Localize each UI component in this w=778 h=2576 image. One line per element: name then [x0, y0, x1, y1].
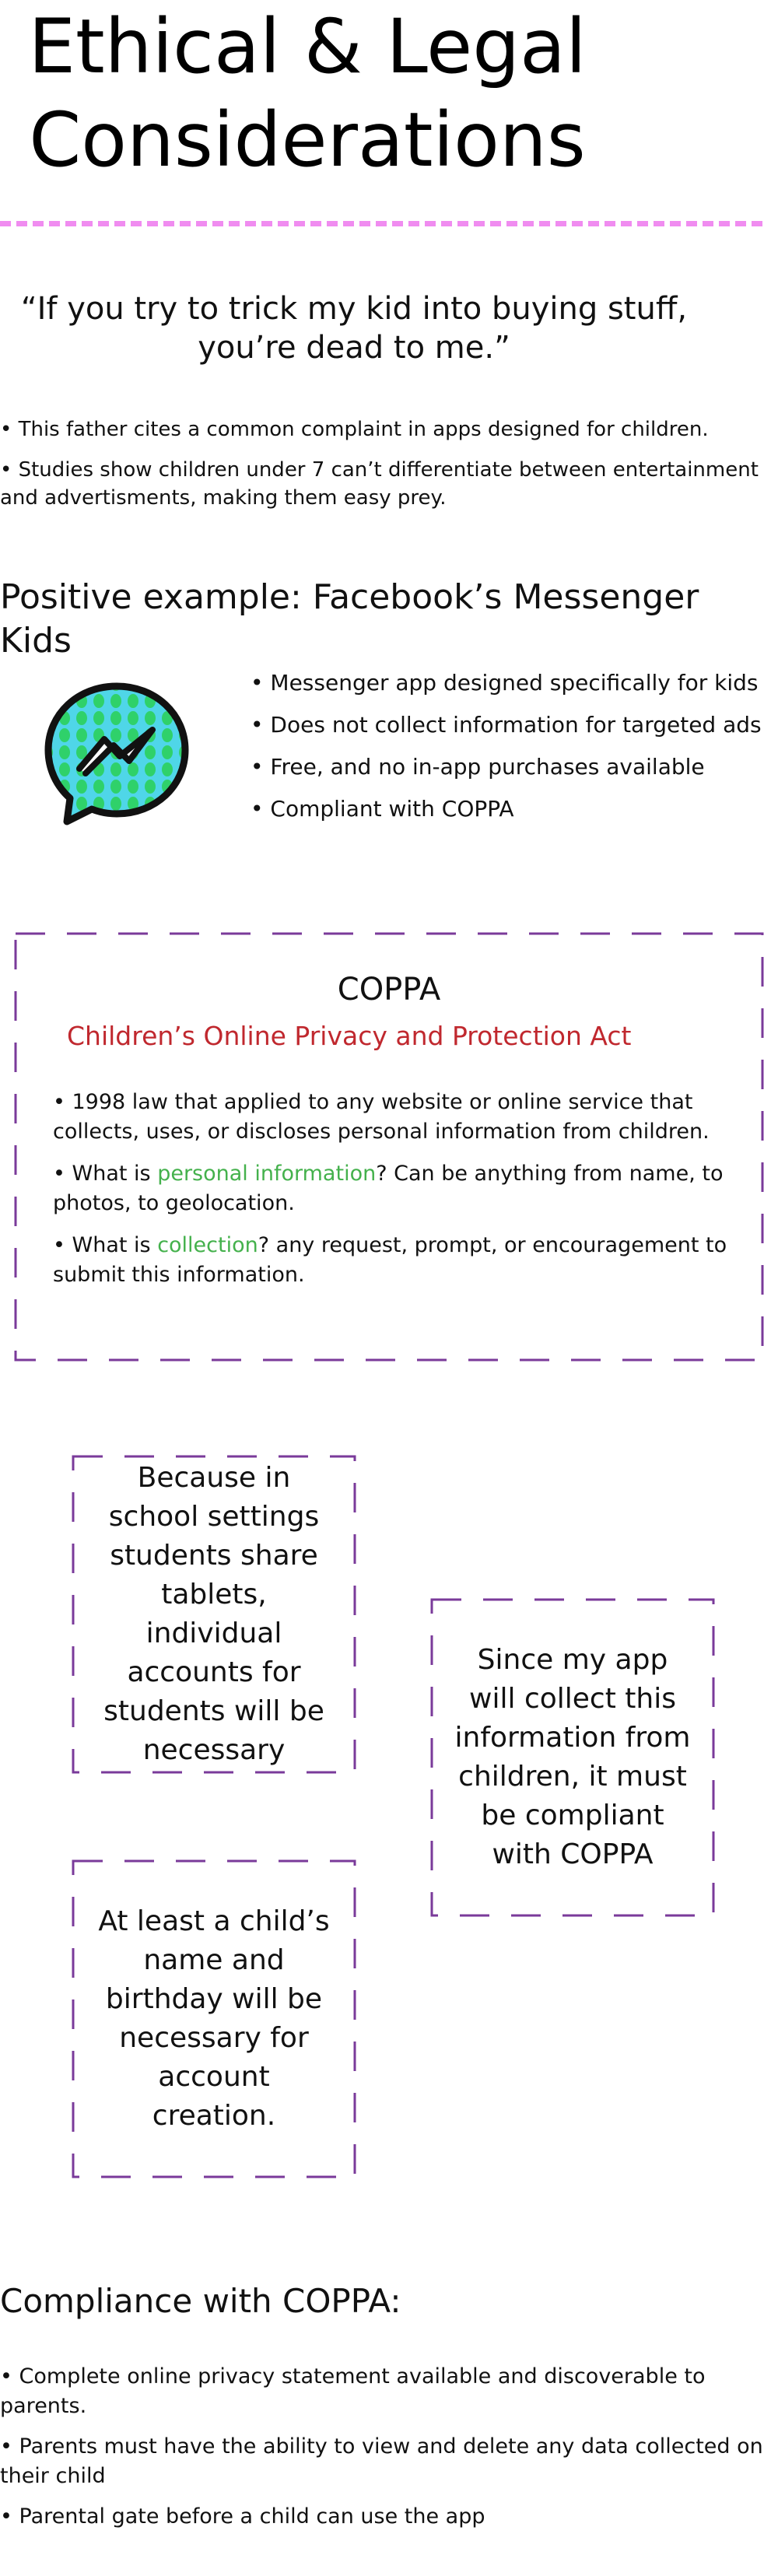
list-item: • 1998 law that applied to any website or online service that collects, uses, or discloses personal information from children.	[53, 1090, 710, 1144]
list-item: • Parental gate before a child can use the app	[0, 2504, 485, 2529]
page-title-line-1: Ethical & Legal	[28, 3, 587, 90]
note-shared-tablets	[72, 1455, 356, 1774]
messenger-kids-bullet-list	[251, 669, 764, 837]
list-item: • Complete online privacy statement available and discoverable to parents.	[0, 2364, 706, 2418]
list-item: • Compliant with COPPA	[251, 796, 514, 822]
page-title	[0, 0, 615, 187]
note-name-birthday	[72, 1859, 356, 2178]
quote-line-2: you’re dead to me.”	[198, 330, 510, 366]
list-item: • Free, and no in-app purchases available	[251, 754, 705, 780]
note-text: At least a child’s name and birthday will be necessary for account creation.	[98, 1905, 330, 2132]
list-item	[53, 1231, 738, 1290]
list-item: • Parents must have the ability to view and delete any data collected on their child	[0, 2434, 763, 2488]
quote-line-1: “If you try to trick my kid into buying stuff,	[20, 291, 688, 327]
bullet-text: ? Can be anything from name, to photos, to geolocation.	[53, 1162, 724, 1215]
list-item: • Does not collect information for targeted ads	[251, 712, 762, 738]
compliance-heading: Compliance with COPPA:	[0, 2282, 401, 2320]
collection-term: collection	[157, 1233, 258, 1257]
dashed-divider	[0, 221, 762, 226]
note-text: Since my app will collect this information from children, it must be compliant with COPPA	[454, 1644, 691, 1870]
messenger-kids-icon	[39, 675, 194, 831]
coppa-bullet-list	[53, 1088, 738, 1302]
coppa-info-box	[14, 932, 764, 1362]
personal-information-term: personal information	[157, 1162, 377, 1186]
list-item: • Studies show children under 7 can’t differentiate between entertainment and advertisments, making them easy prey.	[0, 458, 759, 510]
list-item: • Messenger app designed specifically for kids	[251, 670, 759, 696]
bullet-text: ? any request, prompt, or encouragement to submit this information.	[53, 1233, 727, 1287]
note-text: Because in school settings students share tablets, individual accounts for students will be necessary	[103, 1462, 324, 1766]
positive-example-heading: Positive example: Facebook’s Messenger Kids	[0, 577, 699, 661]
compliance-bullet-list	[0, 2362, 770, 2543]
coppa-subtitle: Children’s Online Privacy and Protection Act	[67, 1021, 632, 1051]
note-coppa-compliant	[430, 1598, 715, 1917]
list-item: • This father cites a common complaint in apps designed for children.	[0, 418, 709, 441]
father-quote	[16, 289, 692, 367]
bullet-text: • What is	[53, 1233, 158, 1257]
coppa-title: COPPA	[337, 972, 441, 1008]
bullet-text: • What is	[53, 1162, 158, 1186]
intro-bullet-list	[0, 415, 770, 524]
list-item	[53, 1159, 738, 1218]
page-title-line-2: Considerations	[29, 96, 586, 184]
